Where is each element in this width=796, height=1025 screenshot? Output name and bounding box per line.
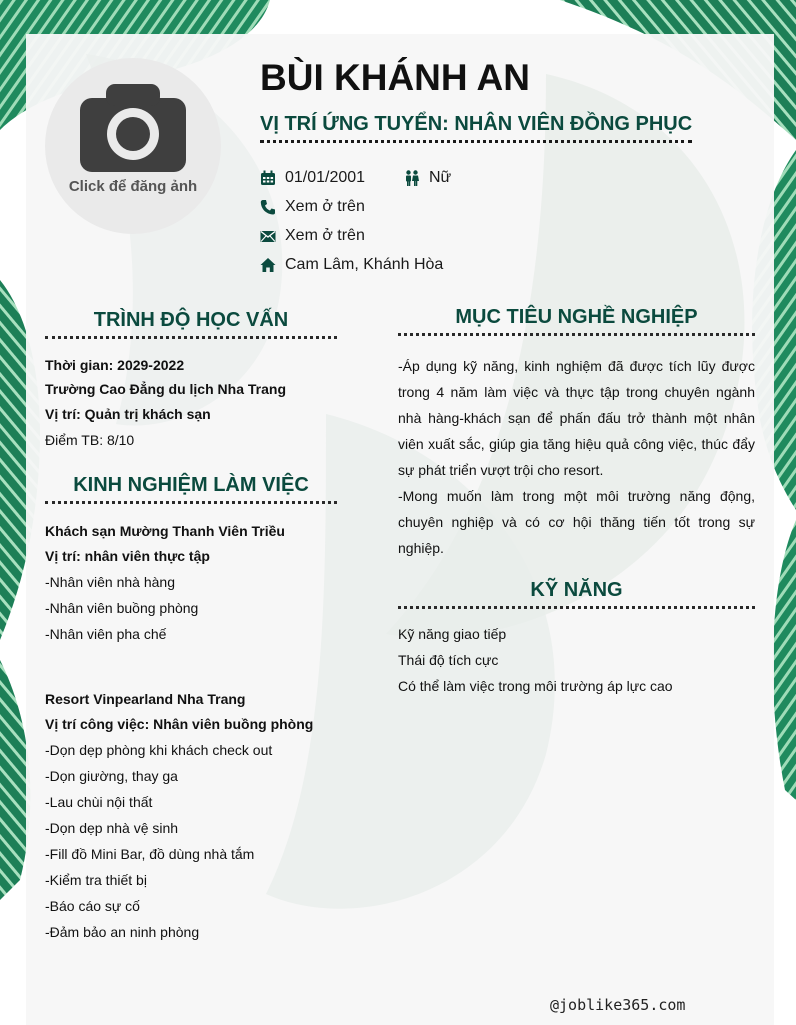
birthday-value: 01/01/2001 — [285, 169, 366, 186]
education-divider — [45, 336, 337, 339]
skill-item: Thái độ tích cực — [398, 652, 499, 668]
footer-watermark: @joblike365.com — [550, 996, 686, 1014]
objective-divider — [398, 333, 755, 336]
job-company: Resort Vinpearland Nha Trang — [45, 691, 246, 707]
experience-divider — [45, 501, 337, 504]
skill-item: Có thể làm việc trong môi trường áp lực cao — [398, 678, 673, 694]
education-time: Thời gian: 2029-2022 — [45, 357, 185, 373]
job-duty: -Nhân viên buồng phòng — [45, 600, 199, 616]
job-duty: -Dọn giường, thay ga — [45, 768, 178, 784]
skills-title: KỸ NĂNG — [530, 579, 623, 601]
photo-upload[interactable] — [45, 58, 221, 234]
job-duty: -Báo cáo sự cố — [45, 898, 140, 914]
calendar-icon — [260, 170, 276, 186]
camera-icon — [80, 80, 186, 172]
applied-position: VỊ TRÍ ỨNG TUYỂN: NHÂN VIÊN ĐỒNG PHỤC — [260, 113, 692, 143]
candidate-name: BÙI KHÁNH AN — [260, 57, 530, 98]
skills-divider — [398, 606, 755, 609]
job-duty: -Đảm bảo an ninh phòng — [45, 924, 200, 940]
people-icon — [404, 170, 420, 186]
mail-icon — [260, 228, 276, 244]
job-duty: -Fill đồ Mini Bar, đồ dùng nhà tắm — [45, 846, 255, 862]
objective-paragraph: -Áp dụng kỹ năng, kinh nghiệm đã được tích lũy được trong 4 năm làm việc và thực tập trong chuyên ngành nhà hàng-khách sạn để phấn đấu trở thành một nhân viên xuất sắc, giúp gia tăng hiệu quả công việc, thúc đẩy sự phát triển vượt trội cho resort. — [398, 358, 755, 478]
experience-title: KINH NGHIỆM LÀM VIỆC — [73, 474, 309, 496]
gender-value: Nữ — [429, 169, 452, 186]
home-icon — [260, 257, 276, 273]
email-value: Xem ở trên — [285, 227, 365, 244]
email-row — [260, 227, 365, 245]
phone-icon — [260, 199, 276, 215]
job-role: Vị trí công việc: Nhân viên buồng phòng — [45, 716, 314, 732]
address-value: Cam Lâm, Khánh Hòa — [285, 256, 444, 273]
objective-title: MỤC TIÊU NGHỀ NGHIỆP — [455, 306, 698, 328]
job-duty: -Dọn dẹp phòng khi khách check out — [45, 742, 273, 758]
education-gpa: Điểm TB: 8/10 — [45, 432, 135, 448]
job-duty: -Kiểm tra thiết bị — [45, 872, 147, 888]
job-duty: -Nhân viên pha chế — [45, 626, 167, 642]
gender-row — [404, 169, 451, 187]
education-title: TRÌNH ĐỘ HỌC VẤN — [93, 309, 289, 331]
objective-paragraph: -Mong muốn làm trong một môi trường năng động, chuyên nghiệp và có cơ hội thăng tiến tốt trong sự nghiệp. — [398, 488, 755, 556]
phone-row — [260, 198, 365, 216]
skill-item: Kỹ năng giao tiếp — [398, 626, 507, 642]
education-school: Trường Cao Đẳng du lịch Nha Trang — [45, 381, 286, 397]
job-duty: -Lau chùi nội thất — [45, 794, 153, 810]
phone-value: Xem ở trên — [285, 198, 365, 215]
address-row — [260, 256, 443, 274]
job-company: Khách sạn Mường Thanh Viên Triều — [45, 523, 285, 539]
job-duty: -Nhân viên nhà hàng — [45, 574, 175, 590]
education-major: Vị trí: Quản trị khách sạn — [45, 406, 211, 422]
photo-upload-label: Click để đăng ảnh — [68, 178, 198, 195]
job-role: Vị trí: nhân viên thực tập — [45, 548, 210, 564]
job-duty: -Dọn dẹp nhà vệ sinh — [45, 820, 179, 836]
birthday-row — [260, 169, 365, 187]
